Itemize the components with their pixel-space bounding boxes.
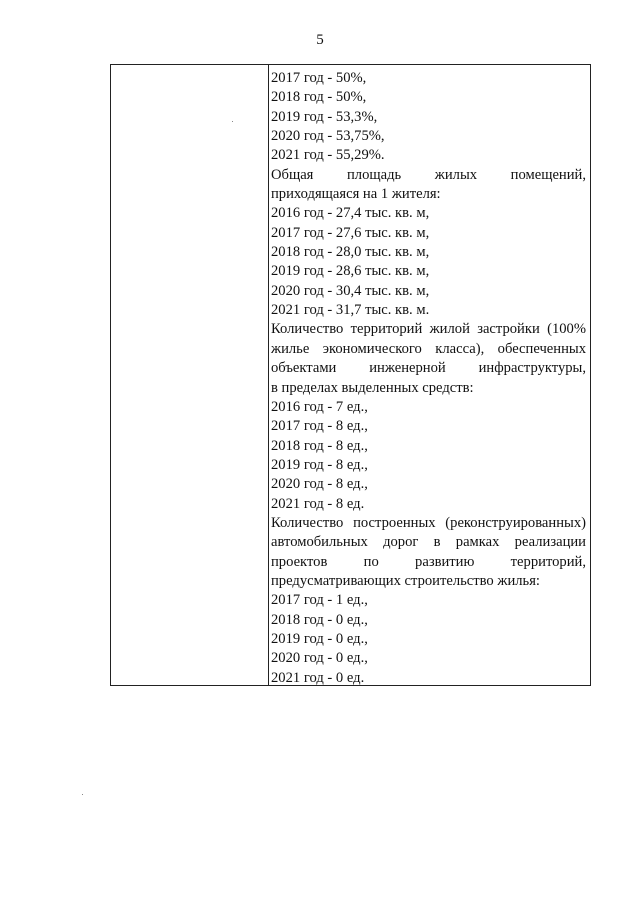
- text-line: 2019 год - 28,6 тыс. кв. м,: [271, 263, 430, 280]
- text-line: 2021 год - 0 ед.: [271, 669, 365, 686]
- text-line: 2021 год - 31,7 тыс. кв. м.: [271, 302, 430, 319]
- text-line: 2016 год - 27,4 тыс. кв. м,: [271, 205, 430, 222]
- text-line: 2017 год - 8 ед.,: [271, 418, 368, 435]
- text-line: 2020 год - 0 ед.,: [271, 650, 368, 667]
- text-line: 2019 год - 53,3%,: [271, 108, 378, 125]
- text-line: Общая площадь жилых помещений,: [271, 166, 586, 183]
- text-line: объектами инженерной инфраструктуры,: [271, 360, 586, 377]
- page-number: 5: [316, 32, 324, 48]
- text-line: 2020 год - 30,4 тыс. кв. м,: [271, 282, 430, 299]
- text-line: Количество территорий жилой застройки (100%: [271, 321, 586, 338]
- text-line: 2017 год - 27,6 тыс. кв. м,: [271, 224, 430, 241]
- text-line: 2021 год - 55,29%.: [271, 147, 385, 164]
- text-line: 2018 год - 0 ед.,: [271, 611, 368, 628]
- text-line: жилье экономического класса), обеспеченных: [271, 340, 586, 357]
- text-line: 2018 год - 28,0 тыс. кв. м,: [271, 244, 430, 261]
- document-table: [110, 64, 591, 686]
- scan-speck: [232, 121, 233, 122]
- text-line: предусматривающих строительство жилья:: [271, 572, 540, 589]
- text-line: 2019 год - 8 ед.,: [271, 456, 368, 473]
- text-line: 2018 год - 50%,: [271, 89, 367, 106]
- text-line: приходящаяся на 1 жителя:: [271, 186, 441, 203]
- text-line: 2019 год - 0 ед.,: [271, 630, 368, 647]
- text-line: автомобильных дорог в рамках реализации: [271, 534, 586, 551]
- text-line: Количество построенных (реконструированных): [271, 514, 586, 531]
- table-right-column: [269, 65, 590, 685]
- text-line: 2020 год - 53,75%,: [271, 128, 385, 145]
- text-line: в пределах выделенных средств:: [271, 379, 474, 396]
- text-line: 2018 год - 8 ед.,: [271, 437, 368, 454]
- text-line: проектов по развитию территорий,: [271, 553, 586, 570]
- text-line: 2017 год - 1 ед.,: [271, 592, 368, 609]
- text-line: 2016 год - 7 ед.,: [271, 398, 368, 415]
- text-line: 2021 год - 8 ед.: [271, 495, 365, 512]
- table-left-column: [111, 65, 269, 685]
- scan-speck: [82, 794, 83, 795]
- text-line: 2020 год - 8 ед.,: [271, 476, 368, 493]
- text-line: 2017 год - 50%,: [271, 70, 367, 86]
